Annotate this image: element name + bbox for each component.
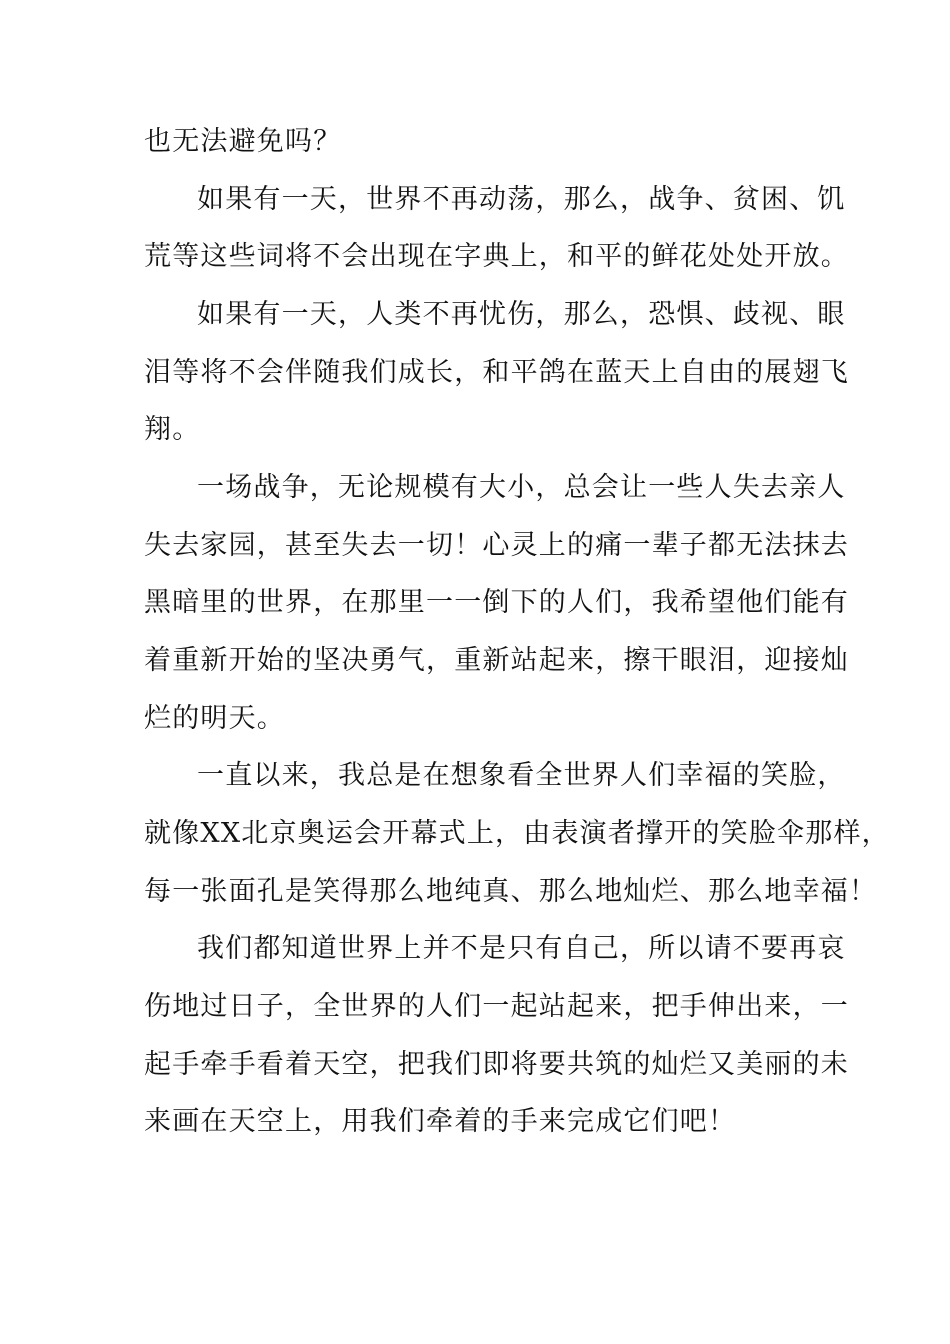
text-line: 就像XX北京奥运会开幕式上，由表演者撑开的笑脸伞那样， (144, 818, 890, 849)
text-line: 失去家园，甚至失去一切！心灵上的痛一辈子都无法抹去 (144, 530, 849, 561)
text-line: 每一张面孔是笑得那么地纯真、那么地灿烂、那么地幸福！ (144, 876, 878, 907)
paragraph-first-line: 一直以来，我总是在想象看全世界人们幸福的笑脸， (197, 760, 846, 791)
paragraph-first-line: 我们都知道世界上并不是只有自己，所以请不要再哀 (197, 933, 846, 964)
text-line: 翔。 (144, 414, 201, 445)
text-line: 烂的明天。 (144, 703, 285, 734)
paragraph-first-line: 如果有一天，世界不再动荡，那么，战争、贫困、饥 (197, 184, 846, 215)
text-line: 也无法避免吗？ (144, 126, 342, 157)
text-line: 起手牵手看着天空，把我们即将要共筑的灿烂又美丽的未 (144, 1049, 849, 1080)
text-line: 来画在天空上，用我们牵着的手来完成它们吧！ (144, 1106, 737, 1137)
paragraph-first-line: 一场战争，无论规模有大小，总会让一些人失去亲人 (197, 472, 846, 503)
text-line: 黑暗里的世界，在那里一一倒下的人们，我希望他们能有 (144, 587, 849, 618)
text-line: 伤地过日子，全世界的人们一起站起来，把手伸出来，一 (144, 991, 849, 1022)
text-line: 泪等将不会伴随我们成长，和平鸽在蓝天上自由的展翅飞 (144, 357, 849, 388)
text-line: 荒等这些词将不会出现在字典上，和平的鲜花处处开放。 (144, 241, 849, 272)
text-line: 着重新开始的坚决勇气，重新站起来，擦干眼泪，迎接灿 (144, 645, 849, 676)
paragraph-first-line: 如果有一天，人类不再忧伤，那么，恐惧、歧视、眼 (197, 299, 846, 330)
